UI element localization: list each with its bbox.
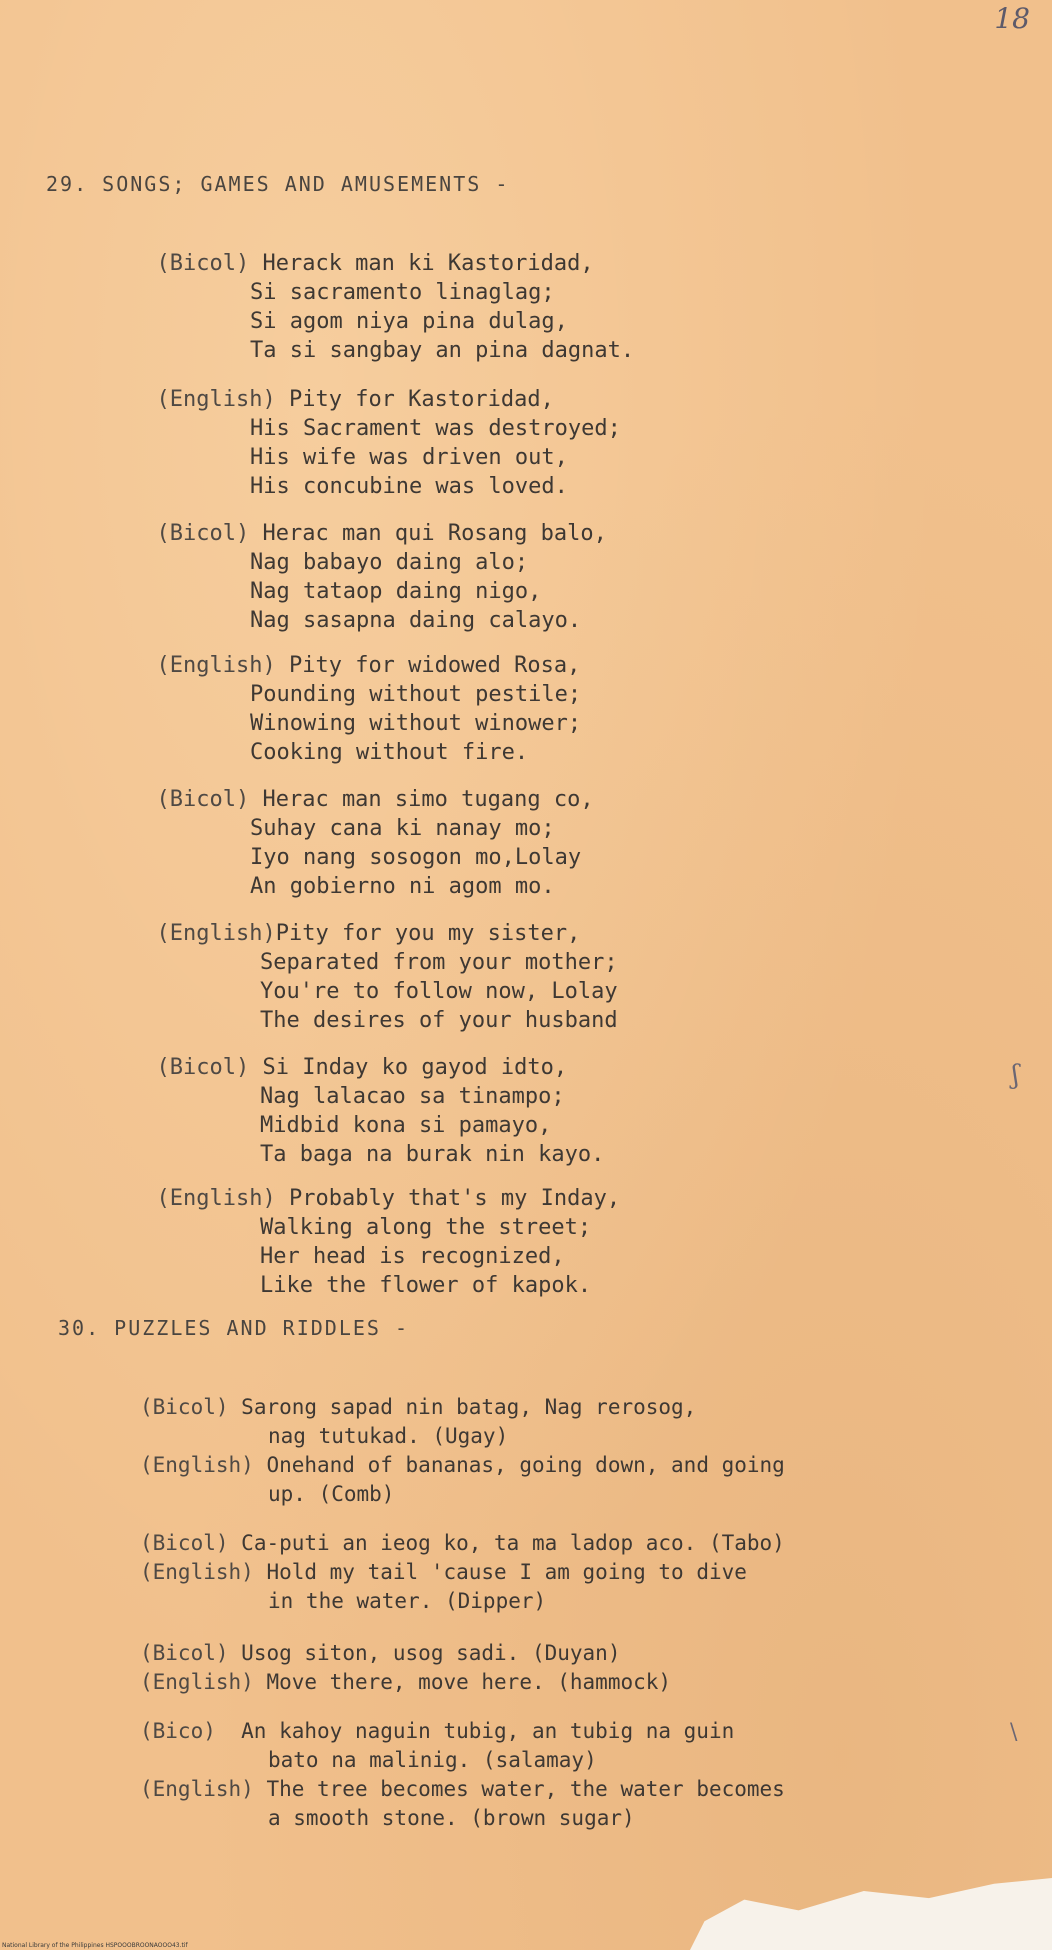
verse-line: Suhay cana ki nanay mo; bbox=[250, 816, 555, 841]
verse-line: Nag sasapna daing calayo. bbox=[250, 608, 582, 633]
verse-line: Walking along the street; bbox=[260, 1215, 592, 1240]
verse-line: His wife was driven out, bbox=[250, 445, 568, 470]
riddle-1 bbox=[140, 1364, 785, 1509]
verse-line: Si agom niya pina dulag, bbox=[250, 309, 568, 334]
verse-line: The desires of your husband bbox=[260, 1008, 618, 1033]
verse-bicol-2 bbox=[130, 490, 607, 635]
verse-line: Ta si sangbay an pina dagnat. bbox=[250, 338, 635, 363]
verse-line: Winowing without winower; bbox=[250, 711, 582, 736]
section-heading-riddles: 30. PUZZLES AND RIDDLES - bbox=[58, 1316, 410, 1340]
riddle-line: Hold my tail 'cause I am going to dive bbox=[266, 1560, 747, 1584]
riddle-line: Move there, move here. (hammock) bbox=[266, 1670, 672, 1694]
riddle-3 bbox=[140, 1610, 671, 1697]
verse-english-4 bbox=[130, 1155, 620, 1300]
verse-label: (Bicol) bbox=[156, 787, 250, 812]
riddle-line: in the water. (Dipper) bbox=[268, 1589, 547, 1613]
riddle-label: (Bicol) bbox=[140, 1641, 229, 1665]
riddle-label: (English) bbox=[140, 1453, 254, 1477]
verse-line: Nag babayo daing alo; bbox=[250, 550, 529, 575]
riddle-line: An kahoy naguin tubig, an tubig na guin bbox=[241, 1719, 735, 1743]
verse-label: (Bicol) bbox=[156, 521, 250, 546]
riddle-line: nag tutukad. (Ugay) bbox=[268, 1424, 509, 1448]
riddle-line: bato na malinig. (salamay) bbox=[268, 1748, 597, 1772]
riddle-line: a smooth stone. (brown sugar) bbox=[268, 1806, 635, 1830]
verse-line: His Sacrament was destroyed; bbox=[250, 416, 621, 441]
verse-line: Nag lalacao sa tinampo; bbox=[260, 1084, 565, 1109]
verse-bicol-4 bbox=[130, 1024, 604, 1169]
riddle-line: Onehand of bananas, going down, and going bbox=[266, 1453, 785, 1477]
verse-line: Herac man qui Rosang balo, bbox=[262, 521, 607, 546]
verse-english-2 bbox=[130, 622, 581, 767]
verse-label: (Bicol) bbox=[156, 1055, 250, 1080]
riddle-4 bbox=[140, 1688, 785, 1833]
section-heading-songs: 29. SONGS; GAMES AND AMUSEMENTS - bbox=[46, 172, 510, 196]
margin-mark: ʃ bbox=[1012, 1060, 1020, 1090]
riddle-label: (Bicol) bbox=[140, 1395, 229, 1419]
archive-footer: National Library of the Philippines HSPOOOBROONAOOO43.tif bbox=[2, 1942, 188, 1949]
verse-line: Pounding without pestile; bbox=[250, 682, 582, 707]
verse-line: An gobierno ni agom mo. bbox=[250, 874, 555, 899]
page-number: 18 bbox=[994, 2, 1030, 35]
verse-label: (Bicol) bbox=[156, 251, 250, 276]
verse-label: (English) bbox=[156, 921, 276, 946]
riddle-2 bbox=[140, 1500, 785, 1616]
verse-line: Pity for you my sister, bbox=[275, 921, 581, 946]
verse-english-3 bbox=[130, 890, 618, 1035]
verse-line: Her head is recognized, bbox=[260, 1244, 565, 1269]
verse-label: (English) bbox=[156, 387, 276, 412]
riddle-line: Usog siton, usog sadi. (Duyan) bbox=[241, 1641, 621, 1665]
verse-line: His concubine was loved. bbox=[250, 474, 568, 499]
verse-line: Nag tataop daing nigo, bbox=[250, 579, 542, 604]
riddle-line: The tree becomes water, the water becomes bbox=[266, 1777, 785, 1801]
riddle-line: Sarong sapad nin batag, Nag rerosog, bbox=[241, 1395, 697, 1419]
verse-line: You're to follow now, Lolay bbox=[260, 979, 618, 1004]
verse-english-1 bbox=[130, 356, 621, 501]
torn-corner bbox=[690, 1878, 1052, 1950]
riddle-line: up. (Comb) bbox=[268, 1482, 395, 1506]
margin-mark: \ bbox=[1010, 1720, 1018, 1745]
verse-line: Probably that's my Inday, bbox=[288, 1186, 621, 1211]
verse-line: Cooking without fire. bbox=[250, 740, 529, 765]
verse-label: (English) bbox=[156, 653, 276, 678]
verse-line: Separated from your mother; bbox=[260, 950, 618, 975]
verse-line: Herack man ki Kastoridad, bbox=[262, 251, 594, 276]
verse-bicol-1 bbox=[130, 220, 634, 365]
riddle-label: (Bico) bbox=[140, 1719, 216, 1743]
riddle-label: (Bicol) bbox=[140, 1531, 229, 1555]
riddle-label: (English) bbox=[140, 1560, 254, 1584]
verse-line: Pity for widowed Rosa, bbox=[288, 653, 581, 678]
verse-line: Pity for Kastoridad, bbox=[288, 387, 554, 412]
verse-line: Like the flower of kapok. bbox=[260, 1273, 592, 1298]
verse-line: Iyo nang sosogon mo,Lolay bbox=[250, 845, 582, 870]
riddle-label: (English) bbox=[140, 1777, 254, 1801]
verse-line: Si sacramento linaglag; bbox=[250, 280, 555, 305]
verse-line: Herac man simo tugang co, bbox=[262, 787, 594, 812]
verse-line: Si Inday ko gayod idto, bbox=[262, 1055, 568, 1080]
verse-line: Midbid kona si pamayo, bbox=[260, 1113, 552, 1138]
riddle-label: (English) bbox=[140, 1670, 254, 1694]
verse-line: Ta baga na burak nin kayo. bbox=[260, 1142, 605, 1167]
verse-label: (English) bbox=[156, 1186, 276, 1211]
verse-bicol-3 bbox=[130, 756, 594, 901]
riddle-line: Ca-puti an ieog ko, ta ma ladop aco. (Tabo) bbox=[241, 1531, 785, 1555]
